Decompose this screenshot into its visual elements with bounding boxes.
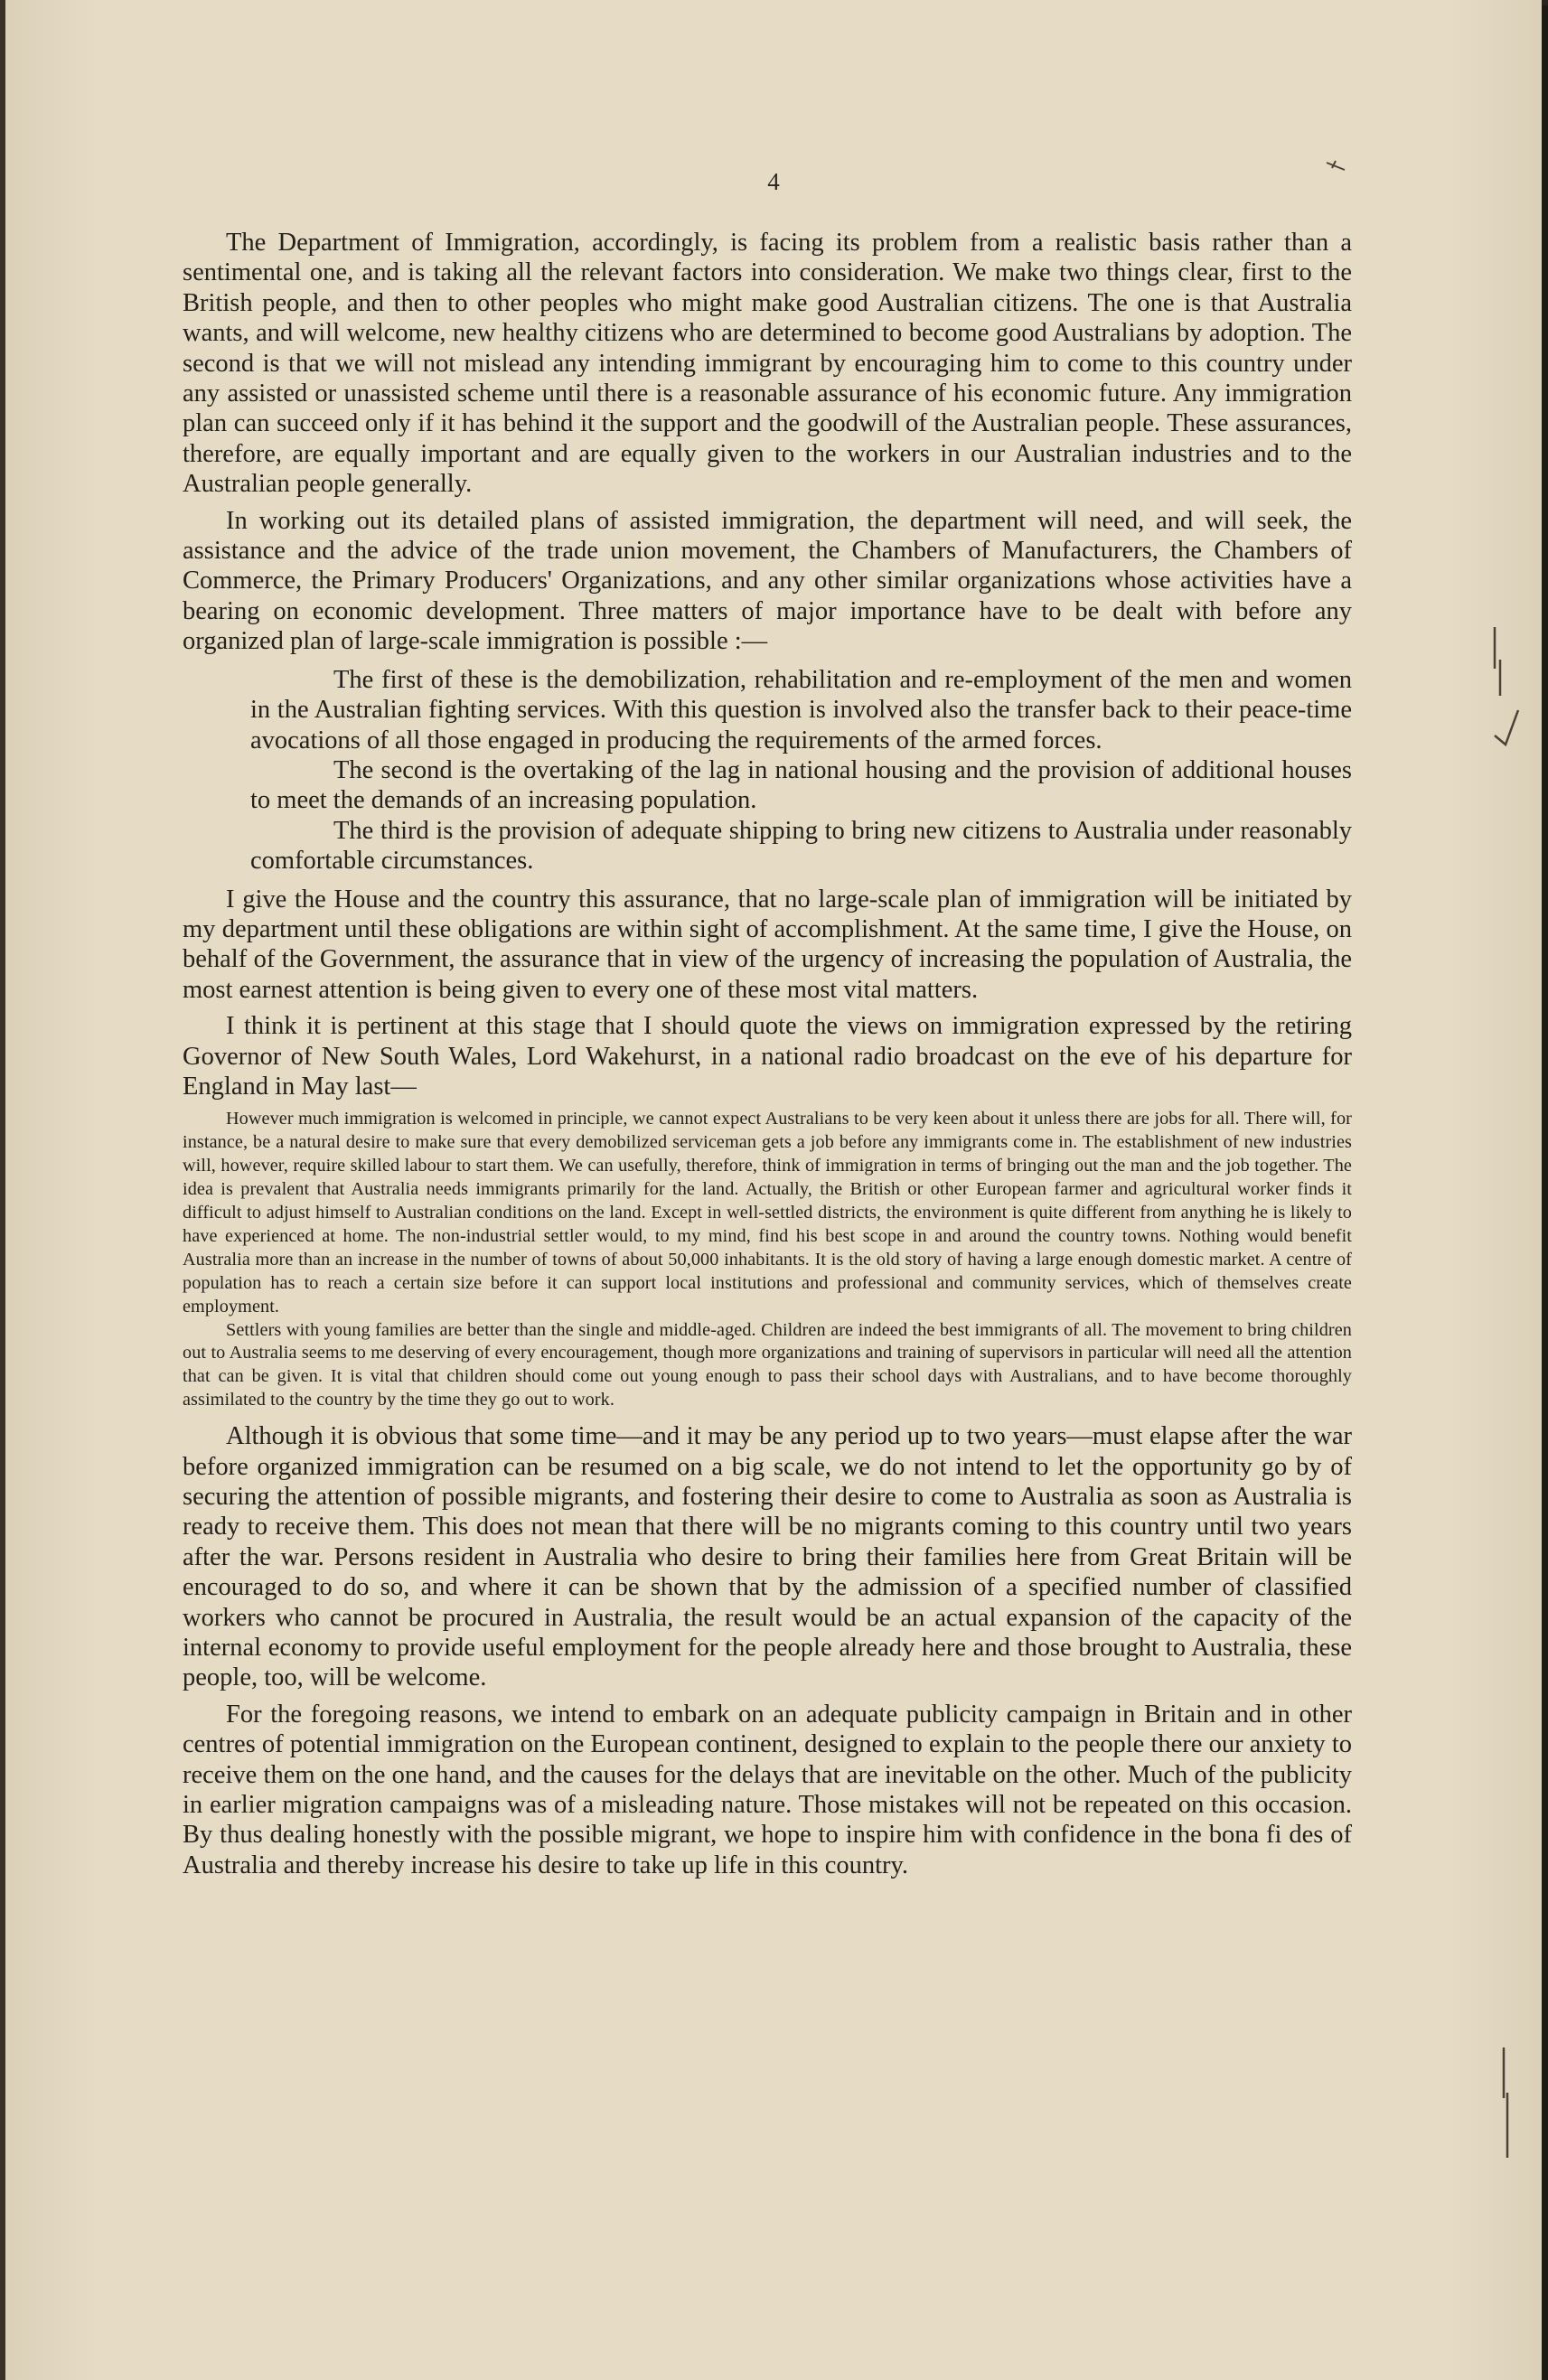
paragraph: Although it is obvious that some time—and it may be any period up to two years—must elapse after the war before organized immigration can be resumed on a big scale, we do not intend to let the opportunity go by of securing the attention of possible migrants, and fostering their desire to come to Australia as soon as Australia is ready to receive them. This does not mean that there will be no migrants coming to this country until two years after the war. Persons resident in Australia who desire to bring their families here from Great Britain will be encouraged to do so, and where it can be shown that by the admission of a specified number of classified workers who cannot be procured in Australia, the result would be an actual expansion of the capacity of the internal economy to provide useful employment for the people already here and those brought to Australia, these people, too, will be welcome. [183,1422,1352,1692]
quote-paragraph: Settlers with young families are better than the single and middle-aged. Children are indeed the best immigrants of all. The movement to bring children out to Australia seems to me deserving of every encouragement, though more organizations and training of supervisors in particular will need all the attention that can be given. It is vital that children should come out young enough to pass their school days with Australians, and to have become thoroughly assimilated to the country by the time they go out to work. [183,1319,1352,1410]
pencil-bracket-icon [1495,2044,1516,2161]
paragraph: I give the House and the country this assurance, that no large-scale plan of immigration will be initiated by my department until these obligations are within sight of accomplishment. At the same time, I give the House, on behalf of the Government, the assurance that in view of the urgency of increasing the population of Australia, the most earnest attention is being given to every one of these most vital matters. [183,885,1352,1004]
paragraph: I think it is pertinent at this stage that I should quote the views on immigration expressed by the retiring Governor of New South Wales, Lord Wakehurst, in a national radio broadcast on the eve of his departure for England in May last— [183,1012,1352,1101]
paragraph: In working out its detailed plans of assisted immigration, the department will need, and will seek, the assistance and the advice of the trade union movement, the Chambers of Manufacturers, the Chambers of Commerce, the Primary Producers' Organizations, and any other similar organizations whose activities have a bearing on economic development. Three matters of major importance have to be dealt with before any organized plan of large-scale immigration is possible :— [183,506,1352,656]
document-page [5,0,1542,2380]
list-item: The second is the overtaking of the lag in national housing and the provision of additional houses to meet the demands of an increasing population. [250,755,1352,815]
page-number: 4 [767,168,780,195]
pencil-mark-icon [1325,159,1348,175]
block-quote [183,1108,1352,1412]
list-item: The first of these is the demobilization, rehabilitation and re-employment of the men and women in the Australian fighting services. With this question is involved also the transfer back to their peace-time avocations of all those engaged in producing the requirements of the armed forces. [250,665,1352,754]
quote-paragraph: However much immigration is welcomed in principle, we cannot expect Australians to be very keen about it unless there are jobs for all. There will, for instance, be a natural desire to make sure that every demobilized serviceman gets a job before any immigrants come in. The establishment of new industries will, however, require skilled labour to start them. We can usefully, therefore, think of immigration in terms of bringing out the man and the job together. The idea is prevalent that Australia needs immigrants primarily for the land. Actually, the British or other European farmer and agricultural worker finds it difficult to adjust himself to Australian conditions on the land. Except in well-settled districts, the environment is quite different from anything he is likely to have experienced at home. The non-industrial settler would, to my mind, find his best scope in and around the country towns. Nothing would benefit Australia more than an increase in the number of towns of about 50,000 inhabitants. It is the old story of having a large enough domestic market. A centre of population has to reach a certain size before it can support local institutions and professional and community services, which of themselves create employment. [183,1109,1352,1316]
pencil-bracket-icon [1487,623,1524,750]
list-item: The third is the provision of adequate shipping to bring new citizens to Australia under reasonably comfortable circumstances. [250,816,1352,876]
paragraph: The Department of Immigration, accordingly, is facing its problem from a realistic basis rather than a sentimental one, and is taking all the relevant factors into consideration. We make two things clear, first to the British people, and then to other peoples who might make good Australian citizens. The one is that Australia wants, and will welcome, new healthy citizens who are determined to become good Australians by adoption. The second is that we will not mislead any intending immigrant by encouraging him to come to this country under any assisted or unassisted scheme until there is a reasonable assurance of his economic future. Any immigration plan can succeed only if it has behind it the support and the goodwill of the Australian people. These assurances, therefore, are equally important and are equally given to the workers in our Australian industries and to the Australian people generally. [183,229,1352,499]
paragraph: For the foregoing reasons, we intend to embark on an adequate publicity campaign in Britain and in other centres of potential immigration on the European continent, designed to explain to the people there our anxiety to receive them on the one hand, and the causes for the delays that are inevitable on the other. Much of the publicity in earlier migration campaigns was of a misleading nature. Those mistakes will not be repeated on this occasion. By thus dealing honestly with the possible migrant, we hope to inspire him with confidence in the bona fi des of Australia and thereby increase his desire to take up life in this country. [183,1700,1352,1879]
document-body [183,228,1352,1887]
